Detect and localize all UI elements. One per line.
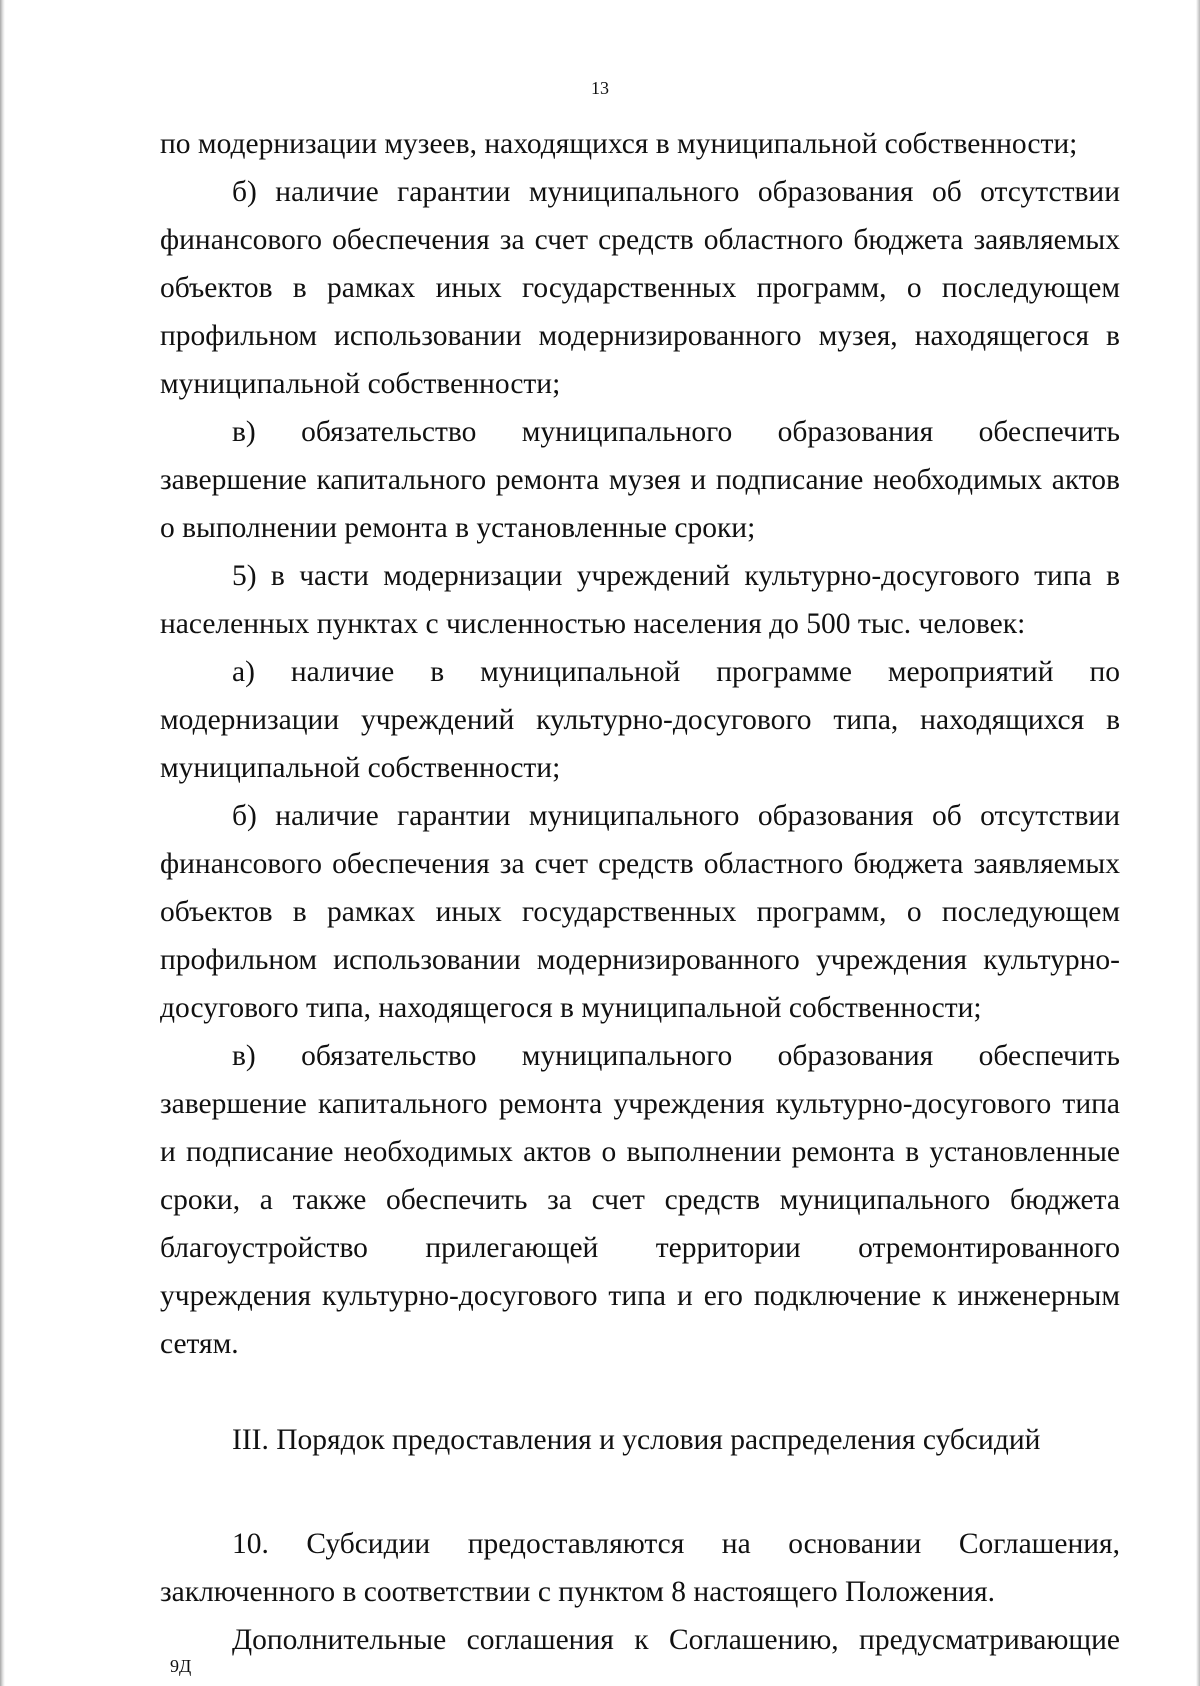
section-heading: III. Порядок предоставления и условия распределения субсидий [232,1424,1041,1456]
paragraph-item-b-culture: б) наличие гарантии муниципального образования об отсутствии финансового обеспечения за счет средств областного бюджета заявляемых объектов в рамках иных государственных программ, о последующем профильном использовании модернизированного учреждения культурно-досугового типа, находящегося в муниципальной собственности; [160,800,1120,1024]
scan-right-edge [1196,0,1200,1686]
paragraph-point-5: 5) в части модернизации учреждений культурно-досугового типа в населенных пунктах с численностью населения до 500 тыс. человек: [160,560,1120,640]
paragraph-additional-agreements: Дополнительные соглашения к Соглашению, предусматривающие [232,1624,1120,1656]
document-body [160,120,1120,1664]
paragraph-point-10: 10. Субсидии предоставляются на основании Соглашения, заключенного в соответствии с пунктом 8 настоящего Положения. [160,1528,1120,1608]
paragraph-item-v-culture: в) обязательство муниципального образования обеспечить завершение капитального ремонта учреждения культурно-досугового типа и подписание необходимых актов о выполнении ремонта в установленные сроки, а также обеспечить за счет средств муниципального бюджета благоустройство прилегающей территории отремонтированного учреждения культурно-досугового типа и его подключение к инженерным сетям. [160,1040,1120,1360]
paragraph-item-b-museum: б) наличие гарантии муниципального образования об отсутствии финансового обеспечения за счет средств областного бюджета заявляемых объектов в рамках иных государственных программ, о последующем профильном использовании модернизированного музея, находящегося в муниципальной собственности; [160,176,1120,400]
paragraph-item-v-museum: в) обязательство муниципального образования обеспечить завершение капитального ремонта музея и подписание необходимых актов о выполнении ремонта в установленные сроки; [160,416,1120,544]
footer-code: 9Д [170,1656,192,1676]
scan-left-edge [0,0,5,1686]
paragraph-continuation: по модернизации музеев, находящихся в муниципальной собственности; [160,128,1078,160]
paragraph-item-a-culture: а) наличие в муниципальной программе мероприятий по модернизации учреждений культурно-досугового типа, находящихся в муниципальной собственности; [160,656,1120,784]
page-number: 13 [591,78,609,98]
